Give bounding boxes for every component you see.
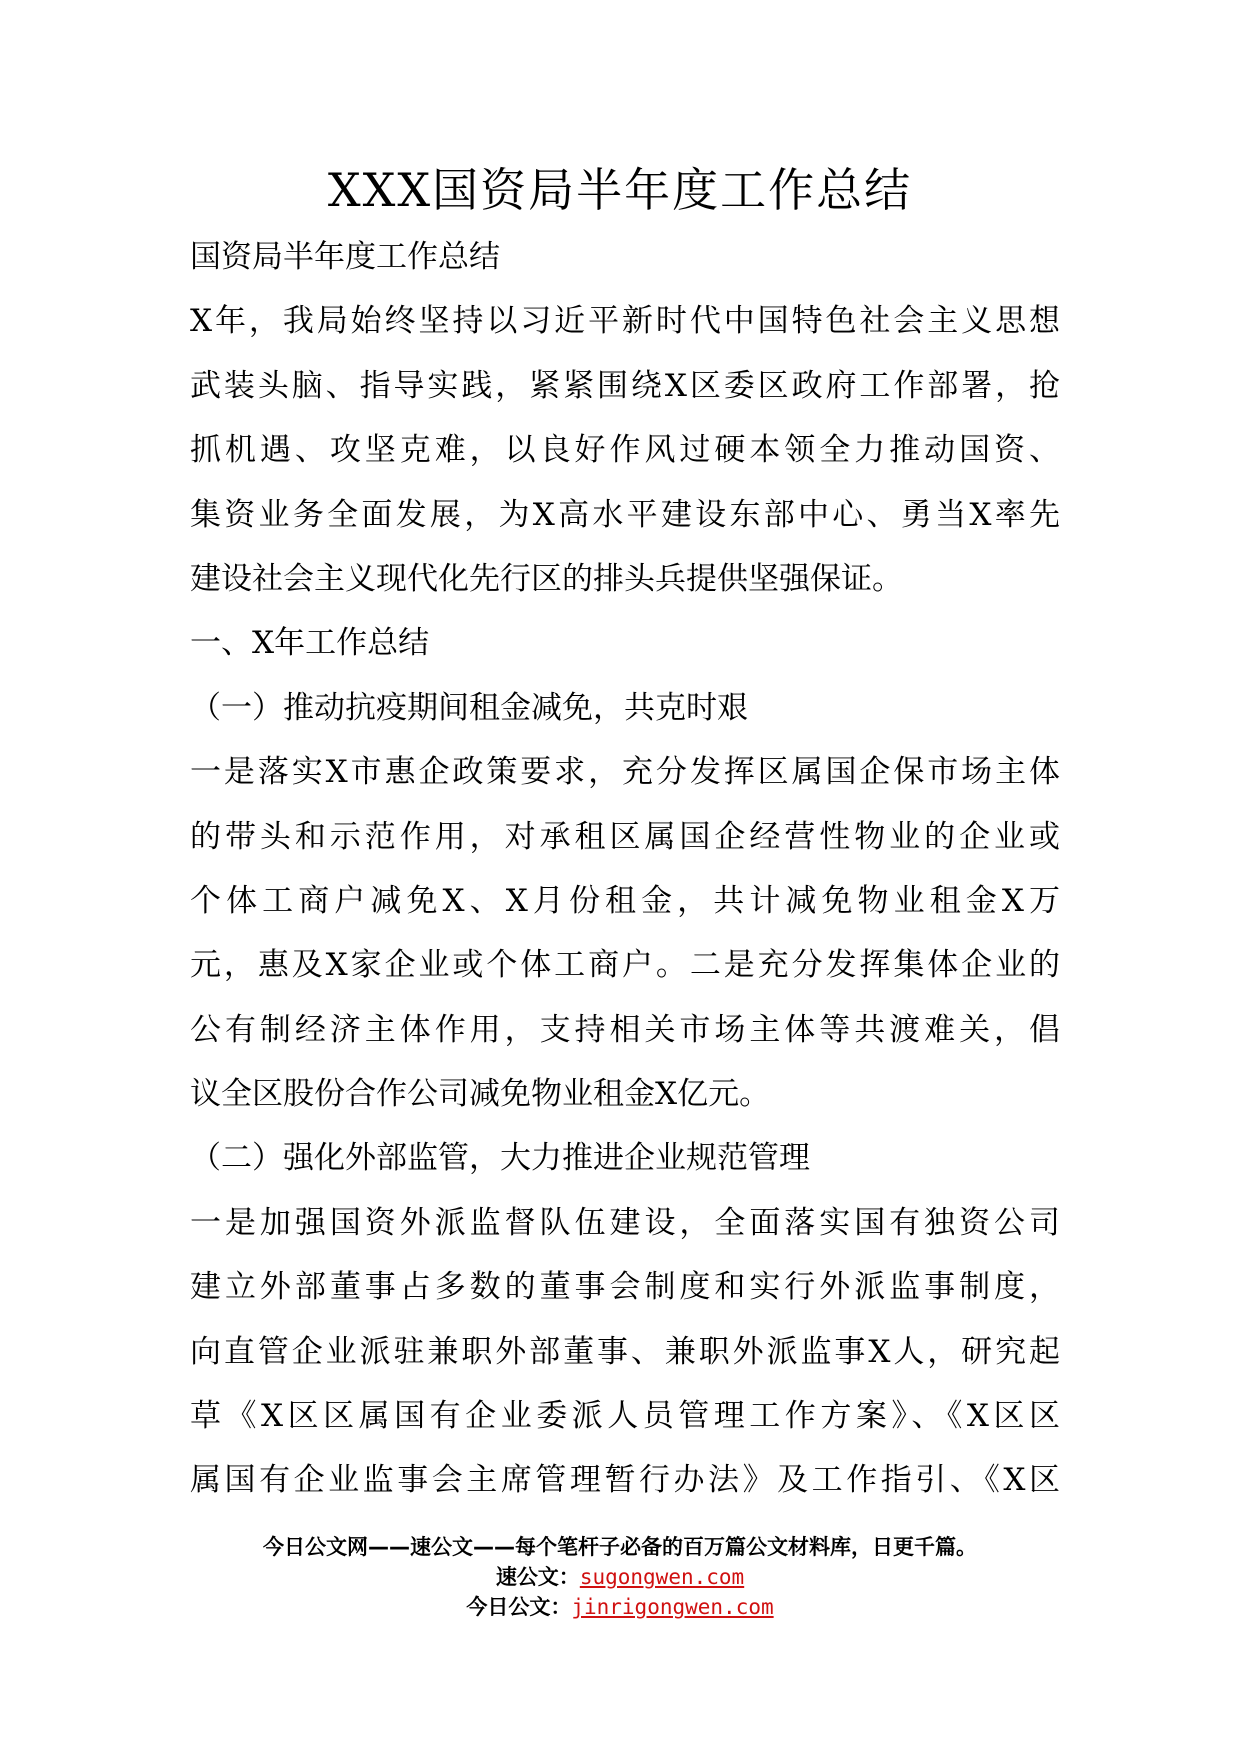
section-heading: 一、X年工作总结 <box>190 625 430 662</box>
paragraph-line: 武装头脑、指导实践，紧紧围绕X区委区政府工作部署，抢 <box>190 367 1060 404</box>
subtitle-line: 国资局半年度工作总结 <box>190 239 500 275</box>
paragraph-line: X年，我局始终坚持以习近平新时代中国特色社会主义思想 <box>190 303 1060 340</box>
footer-slogan: 今日公文网——速公文——每个笔杆子必备的百万篇公文材料库，日更千篇。 <box>263 1535 977 1559</box>
paragraph-line: 一是落实X市惠企政策要求，充分发挥区属国企保市场主体 <box>190 754 1060 791</box>
page-title: XXX国资局半年度工作总结 <box>327 163 913 217</box>
document-body <box>190 225 1060 1513</box>
sugongwen-link[interactable]: sugongwen.com <box>579 1565 745 1589</box>
paragraph-line: 建立外部董事占多数的董事会制度和实行外派监事制度， <box>190 1269 1060 1306</box>
paragraph-line: 一是加强国资外派监督队伍建设，全面落实国有独资公司 <box>190 1204 1060 1241</box>
paragraph-line: 个体工商户减免X、X月份租金，共计减免物业租金X万 <box>190 882 1060 919</box>
jinrigongwen-link[interactable]: jinrigongwen.com <box>571 1595 774 1619</box>
footer-line-jinrigongwen <box>0 1592 1240 1622</box>
paragraph-line: 公有制经济主体作用，支持相关市场主体等共渡难关，倡 <box>190 1011 1060 1048</box>
paragraph-line: 草《X区区属国有企业委派人员管理工作方案》、《X区区 <box>190 1398 1060 1435</box>
paragraph-line: 属国有企业监事会主席管理暂行办法》及工作指引、《X区 <box>190 1462 1060 1499</box>
paragraph-line: 集资业务全面发展，为X高水平建设东部中心、勇当X率先 <box>190 496 1060 533</box>
paragraph-line: 元，惠及X家企业或个体工商户。二是充分发挥集体企业的 <box>190 947 1060 984</box>
paragraph-line: 向直管企业派驻兼职外部董事、兼职外派监事X人，研究起 <box>190 1333 1060 1370</box>
subsection-heading: （二）强化外部监管，大力推进企业规范管理 <box>190 1140 810 1177</box>
subsection-heading: （一）推动抗疫期间租金减免，共克时艰 <box>190 689 748 726</box>
footer <box>0 1532 1240 1622</box>
footer-line-sugongwen <box>0 1562 1240 1592</box>
paragraph-line: 抓机遇、攻坚克难，以良好作风过硬本领全力推动国资、 <box>190 432 1060 469</box>
paragraph-line: 的带头和示范作用，对承租区属国企经营性物业的企业或 <box>190 818 1060 855</box>
paragraph-line: 建设社会主义现代化先行区的排头兵提供坚强保证。 <box>190 560 903 597</box>
footer-label-sugongwen: 速公文： <box>495 1565 580 1589</box>
footer-label-jinrigongwen: 今日公文： <box>466 1595 572 1619</box>
paragraph-line: 议全区股份合作公司减免物业租金X亿元。 <box>190 1076 771 1113</box>
